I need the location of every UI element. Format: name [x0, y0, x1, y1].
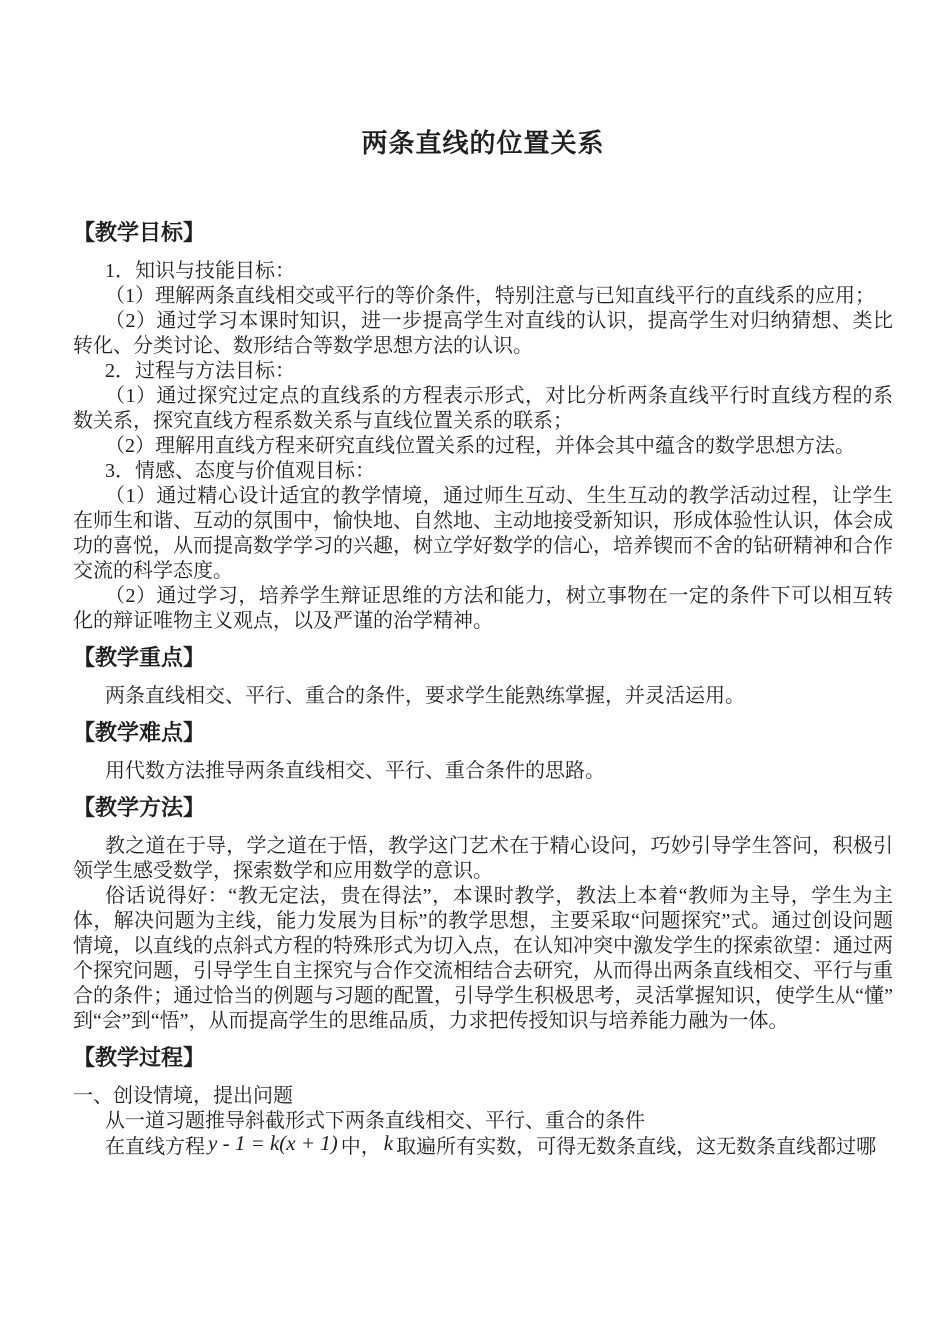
section-paragraphs [73, 759, 893, 784]
paragraph: （1）通过精心设计适宜的教学情境，通过师生互动、生生互动的教学活动过程，让学生在师生和谐、互动的氛围中，愉快地、自然地、主动地接受新知识，形成体验性认识，体会成功的喜悦，从而提高数学学习的兴趣，树立学好数学的信心，培养锲而不舍的钻研精神和合作交流的科学态度。 [73, 485, 893, 582]
document-section [73, 219, 893, 634]
paragraph: 一、创设情境，提出问题 [73, 1085, 293, 1107]
section-heading: 【教学难点】 [73, 720, 206, 745]
paragraph: （2）通过学习，培养学生辩证思维的方法和能力，树立事物在一定的条件下可以相互转化的辩证唯物主义观点，以及严谨的治学精神。 [73, 585, 893, 632]
paragraph: （2）理解用直线方程来研究直线位置关系的过程，并体会其中蕴含的数学思想方法。 [105, 435, 855, 457]
section-paragraphs [73, 684, 893, 709]
paragraph: 教之道在于导，学之道在于悟，教学这门艺术在于精心设问，巧妙引导学生答问，积极引领学生感受数学，探索数学和应用数学的意识。 [73, 835, 893, 882]
paragraph: 2．过程与方法目标： [105, 360, 295, 382]
section-paragraphs [73, 259, 893, 634]
paragraph: 1．知识与技能目标： [105, 260, 295, 282]
document-body [73, 219, 893, 1160]
paragraph: 3．情感、态度与价值观目标： [105, 460, 375, 482]
paragraph: 用代数方法推导两条直线相交、平行、重合条件的思路。 [105, 760, 605, 782]
paragraph: 在直线方程 y - 1 = k(x + 1) 中， k 取遍所有实数，可得无数条直线，这无数条直线都过哪 [105, 1131, 877, 1158]
section-paragraphs [73, 1084, 893, 1160]
paragraph: 两条直线相交、平行、重合的条件，要求学生能熟练掌握，并灵活运用。 [105, 685, 745, 707]
inline-math-formula: k [383, 1131, 394, 1155]
inline-math-formula: y - 1 = k(x + 1) [208, 1131, 338, 1155]
paragraph: （2）通过学习本课时知识，进一步提高学生对直线的认识，提高学生对归纳猜想、类比转化、分类讨论、数形结合等数学思想方法的认识。 [73, 310, 893, 357]
document-section [73, 719, 893, 784]
document-section [73, 794, 893, 1034]
section-heading: 【教学方法】 [73, 795, 206, 820]
section-heading: 【教学目标】 [73, 220, 206, 245]
paragraph: 从一道习题推导斜截形式下两条直线相交、平行、重合的条件 [105, 1110, 645, 1132]
paragraph: 俗话说得好：“教无定法，贵在得法”，本课时教学，教法上本着“教师为主导，学生为主体，解决问题为主线，能力发展为目标”的教学思想，主要采取“问题探究”式。通过创设问题情境，以直线的点斜式方程的特殊形式为切入点，在认知冲突中激发学生的探索欲望：通过两个探究问题，引导学生自主探究与合作交流相结合去研究，从而得出两条直线相交、平行与重合的条件；通过恰当的例题与习题的配置，引导学生积极思考，灵活掌握知识，使学生从“懂”到“会”到“悟”，从而提高学生的思维品质，力求把传授知识与培养能力融为一体。 [73, 885, 893, 1032]
document-section [73, 1044, 893, 1160]
section-paragraphs [73, 834, 893, 1034]
section-heading: 【教学过程】 [73, 1045, 206, 1070]
document-section [73, 644, 893, 709]
document-title: 两条直线的位置关系 [361, 129, 605, 158]
paragraph: （1）理解两条直线相交或平行的等价条件，特别注意与已知直线平行的直线系的应用； [105, 285, 875, 307]
section-heading: 【教学重点】 [73, 645, 206, 670]
paragraph: （1）通过探究过定点的直线系的方程表示形式，对比分析两条直线平行时直线方程的系数关系，探究直线方程系数关系与直线位置关系的联系； [73, 385, 893, 432]
